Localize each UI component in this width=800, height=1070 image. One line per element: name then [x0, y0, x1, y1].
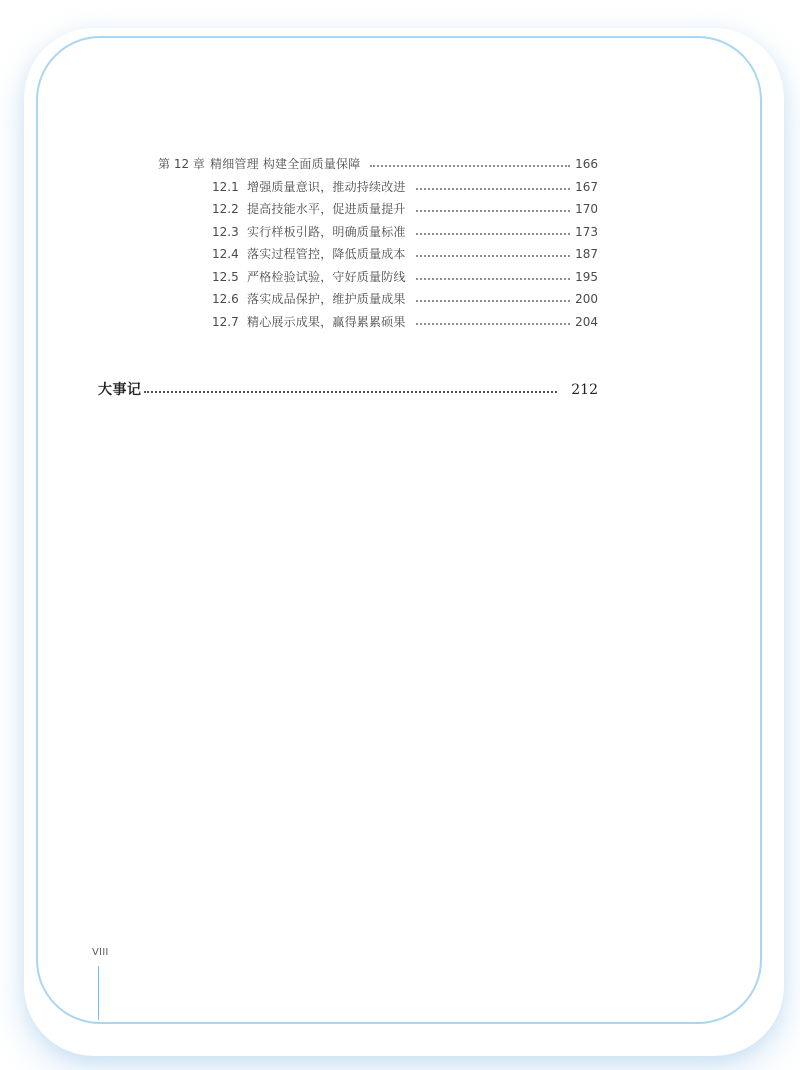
section-12-5-entry[interactable] [212, 269, 598, 285]
section-title: 增强质量意识，推动持续改进 [247, 180, 406, 194]
section-title: 实行样板引路，明确质量标准 [247, 225, 406, 239]
dot-leader [416, 210, 570, 212]
section-title: 落实过程管控，降低质量成本 [247, 247, 406, 261]
section-12-1-entry[interactable] [212, 179, 598, 195]
dot-leader [416, 233, 570, 235]
folio-accent-line [98, 966, 99, 1020]
dot-leader [416, 323, 570, 325]
section-number: 12.3 [212, 225, 239, 239]
section-number: 12.2 [212, 202, 239, 216]
section-number: 12.7 [212, 315, 239, 329]
dot-leader [370, 165, 570, 167]
section-page-number: 204 [575, 315, 598, 329]
section-number: 12.5 [212, 270, 239, 284]
section-12-2-entry[interactable] [212, 201, 598, 217]
dot-leader [416, 300, 570, 302]
section-12-4-entry[interactable] [212, 246, 598, 262]
chapter-page-number: 166 [575, 157, 598, 171]
annals-page-number: 212 [571, 382, 598, 398]
dot-leader [416, 255, 570, 257]
section-page-number: 195 [575, 270, 598, 284]
chapter-number: 第 12 章 [158, 157, 205, 171]
section-number: 12.1 [212, 180, 239, 194]
section-page-number: 170 [575, 202, 598, 216]
dot-leader [416, 188, 570, 190]
section-title: 提高技能水平，促进质量提升 [247, 202, 406, 216]
chapter-12-entry[interactable] [158, 156, 598, 172]
dot-leader [144, 391, 558, 393]
annals-entry[interactable] [98, 381, 598, 399]
page-folio: VIII [92, 947, 109, 958]
chapter-title: 精细管理 构建全面质量保障 [210, 157, 361, 171]
section-page-number: 187 [575, 247, 598, 261]
section-number: 12.4 [212, 247, 239, 261]
section-12-6-entry[interactable] [212, 291, 598, 307]
section-12-3-entry[interactable] [212, 224, 598, 240]
section-12-7-entry[interactable] [212, 314, 598, 330]
section-title: 落实成品保护，维护质量成果 [247, 292, 406, 306]
section-title: 精心展示成果，赢得累累硕果 [247, 315, 406, 329]
section-title: 严格检验试验，守好质量防线 [247, 270, 406, 284]
section-number: 12.6 [212, 292, 239, 306]
annals-title: 大事记 [98, 382, 142, 398]
section-page-number: 200 [575, 292, 598, 306]
section-page-number: 167 [575, 180, 598, 194]
section-page-number: 173 [575, 225, 598, 239]
dot-leader [416, 278, 570, 280]
